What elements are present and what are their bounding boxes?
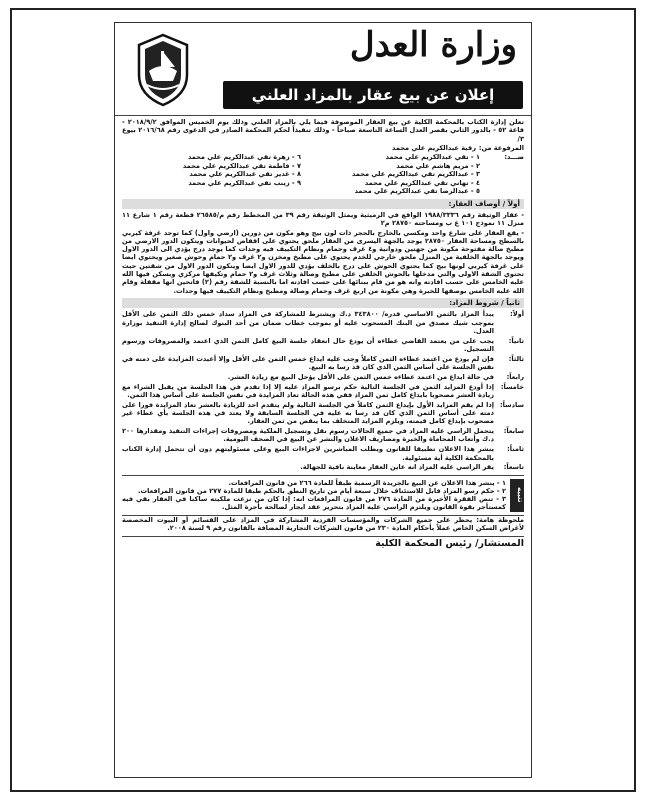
- emblem-icon: [127, 31, 199, 109]
- note-item: ٢ - حكم رسو المزاد قابل للاستئناف خلال سبعة أيام من تاريخ النطق بالحكم طبقا للمادة ٢٧٧ من قانون المرافعات.: [138, 486, 506, 495]
- ministry-title: وزارة العدل: [349, 25, 517, 65]
- defendant-item: ٥ - عبدالرضا تقي عبدالكريم علي محمد: [354, 187, 480, 196]
- intro-text: تعلن إدارة الكتاب بالمحكمة الكلية عن بيع العقار الموصوفة فيما يلي بالمزاد العلني وذلك يوم الخميس الموافق ٢٠١٨/٩/٢ - قاعة ٥٢ - بالدور الثاني بقصر العدل الساعة التاسعة صباحاً - وذلك تنفيذاً لحكم المحكمة الصادر في الدعوى رقم ٢٠١٦/٦٨ بيوع ٣/: [122, 118, 524, 143]
- defendant-item: ١ - تقي عبدالكريم علي محمد: [385, 153, 480, 162]
- announcement-banner: إعلان عن بيع عقار بالمزاد العلني: [223, 81, 523, 109]
- announcement-body: [115, 116, 531, 549]
- property-description: - يقع العقار على شارع واحد ومكسي بالخارج بالحجر ذات لون بيج وهو مكون من دورين (ارضي واول) كما توجد غرفة كيربي بالسطح ومساحة العقار ٢٨٧٥٠ يوجد بالجهة اليسرى من العقار ملحق يحتوي على اقفاص لحيوانات ويتكون الدور الارضي من مطبخ صالة مفتوحة مكونة من جهتين ودوانية و٤ غرف وحمام ونظام التكييف فيه وحدات كما يوجد درج يؤدي الى الدور الاول ويوجد بالجهة الخلفية من المنزل ملحق خارجي للخدم يحتوي على مطبخ ومخزن و٢ غرف و٢ حمام وحوش صغير ويحتوي ايضا على غرفة كيربي لونها بيج كما يحتوي الحوش على درج بالخلف يؤدي للدور الاول ايضا ويتكون الدور الاول من شقتين حيث تحتوي الشقة الاولى والتي مدخلها بالحوش الخلفي على مطبخ وصالة وثلاث غرف و٢ حمام وتكيفها مركزي ويسكن فيها الله عليه الخامس على حسب افادته وانه هو من قام ببنائها على حسب افادته اما بالنسبة للشقة رقم (٢) فاتحين انها مقفلة وقام الله عليه الخامس بوصفها للخبرة وهي مكونة من اربع غرف وحمام وصالة ومطبخ ونظام التكييف فيها وحدات.: [122, 228, 525, 295]
- notes-box: [122, 475, 524, 516]
- condition-item: ثالثاً: فإن لم يودع من اعتمد عطاءه الثمن كاملاً وجب عليه ايداع خمس الثمن على الأقل وإلا أعيدت المزايدة على ذمته في نفس الجلسة على أساس الثمن الذي كان قد رسا به البيع.: [122, 354, 524, 372]
- defendant-item: ٣ - عبدالكريم تقي عبدالكريم علي محمد: [351, 170, 480, 179]
- condition-item: تاسعاً: يقر الراسي عليه المزاد انه عاين العقار معاينة نافية للجهالة.: [300, 463, 524, 472]
- defendant-label: ضـــد:: [504, 153, 524, 162]
- notes-list: [122, 479, 506, 512]
- condition-item: سابعاً: يتحمل الراسي عليه المزاد في جميع الحالات رسوم نقل وتسجيل الملكية ومصروفات إجراءات التنفيذ ومقدارها ٢٠٠ د.ك وأتعاب المحاماة والخبرة ومصاريف الاعلان والنشر عن البيع في الصحف اليومية.: [122, 427, 524, 444]
- condition-item: ثامناً: ينشر هذا الاعلان تطبيقا للقانون ويطلب المباشرين لاجراءات البيع وعلى مسئوليتهم دون أن تتحمل إدارة الكتاب بالمحكمة الكلية أية مسئولية.: [122, 445, 524, 462]
- defendant-item: ٢ - مريم هاشم علي محمد: [396, 161, 480, 170]
- notes-label: تنبيه: [510, 479, 524, 512]
- condition-item: خامساً: إذا أودع المزايد الثمن في الجلسة التالية حكم برسو المزاد عليه إلا إذا تقدم في هذا الجلسة من يقبل الشراء مع زيادة العشر مصحوبا بايداع كامل ثمن المزاد ففي هذه الحالة تعاد المزايدة في نفس الجلسة على أساس هذا الثمن.: [122, 382, 524, 399]
- condition-item: رابعاً: في حالة ايداع من اعتمد عطاءه خمس الثمن على الأقل يؤجل البيع مع زيادة العشر.: [227, 372, 524, 381]
- defendant-item: ٨ - غدير تقي عبدالكريم علي محمد: [189, 170, 301, 179]
- condition-item: ثانياً: يجب على من يعتمد القاضي عطاءه أن يودع حال انعقاد جلسة البيع كامل الثمن الذي اعتمد والمصروفات ورسوم التسجيل.: [122, 336, 524, 353]
- note-item: ١ - ينشر هذا الاعلان عن البيع بالجريدة الرسمية طبقاً للمادة ٢٦٦ من قانون المرافعات.: [228, 478, 506, 487]
- announcement: [114, 22, 532, 778]
- section-property-title: أولاً / أوصاف العقار:: [122, 199, 524, 209]
- defendants-left: [122, 153, 301, 196]
- important-note: ملحوظة هامة: يحظر على جميع الشركات والمؤسسات الفردية المشاركة في المزاد على القسائم أو البيوت المخصصة لأغراض السكن الخاص عملاً بأحكام المادة ٢٣٠ من قانون الشركات التجارية المضافة بالقانون رقم ٩ لسنة ٢٠٠٨.: [122, 515, 524, 533]
- defendants-right: [301, 153, 480, 196]
- defendant-item: ٩ - زينب تقي عبدالكريم علي محمد: [188, 178, 301, 187]
- defendant-item: ٧ - فاطمة تقي عبدالكريم علي محمد: [182, 161, 301, 170]
- defendant-item: ٤ - تهاني تقي عبدالكريم علي محمد: [364, 178, 480, 187]
- parties: [122, 144, 524, 196]
- condition-item: أولاً: يبدأ المزاد بالثمن الاساسي قدره/ ٣٤٣٨٠٠ د.ك ويشترط للمشاركة في المزاد سداد خمس ذلك الثمن على الأقل بموجب شيك مصدق من البنك المسحوب عليه أو بموجب خطاب ضمان من أحد البنوك لصالح إدارة التنفيذ بوزارة العدل.: [122, 310, 524, 335]
- condition-item: سادساً: إذا لم يقم المزايد الأول بإيداع الثمن كاملاً في الجلسة التالية ولم يتقدم احد للزيادة بالعشر تعاد المزايدة فورا على ذمته على أساس الثمن الذي كان قد رسا به عليه في الجلسة السابقة ولا يعتد في هذه الجلسة بأي عطاء غير مصحوب بإيداع كامل قيمته، ويلزم المزايد المتخلف بما ينقص من ثمن العقار.: [122, 400, 524, 426]
- property-deed: - عقار الوثيقة رقم ١٩٨٨/٣٣٣٦ الواقع في الرميثية ويمثل الوثيقة رقم ٣٩ من المخطط رقم م/٢٦٥٨٥ قطعة رقم ١ شارع ١١ منزل ١١ نموذج ١٠١ غ ب ومساحته ٢٨٧٥٠ م٢: [122, 210, 524, 228]
- defendant-item: ٦ - زهرة تقي عبدالكريم علي محمد: [187, 153, 301, 162]
- header: [115, 23, 531, 116]
- conditions-list: [122, 310, 524, 471]
- section-conditions-title: ثانياً / شروط المزاد:: [122, 298, 524, 308]
- signature: المستشار/ رئيس المحكمة الكلية: [122, 536, 524, 548]
- plaintiff-name: رقية عبدالكريم علي محمد: [392, 143, 476, 152]
- note-item: ٣ - تنص الفقرة الأخيرة من المادة ٢٧٦ من قانون المرافعات انه: إذا كان من نزعت ملكيته ساكنا في العقار بقي فيه كمستأجر بقوة القانون ويلتزم الراسي عليه المزاد بتحرير عقد ايجار لصالحه بأجرة المثل.: [122, 495, 506, 512]
- plaintiff-label: المرفوعة من:: [478, 143, 524, 152]
